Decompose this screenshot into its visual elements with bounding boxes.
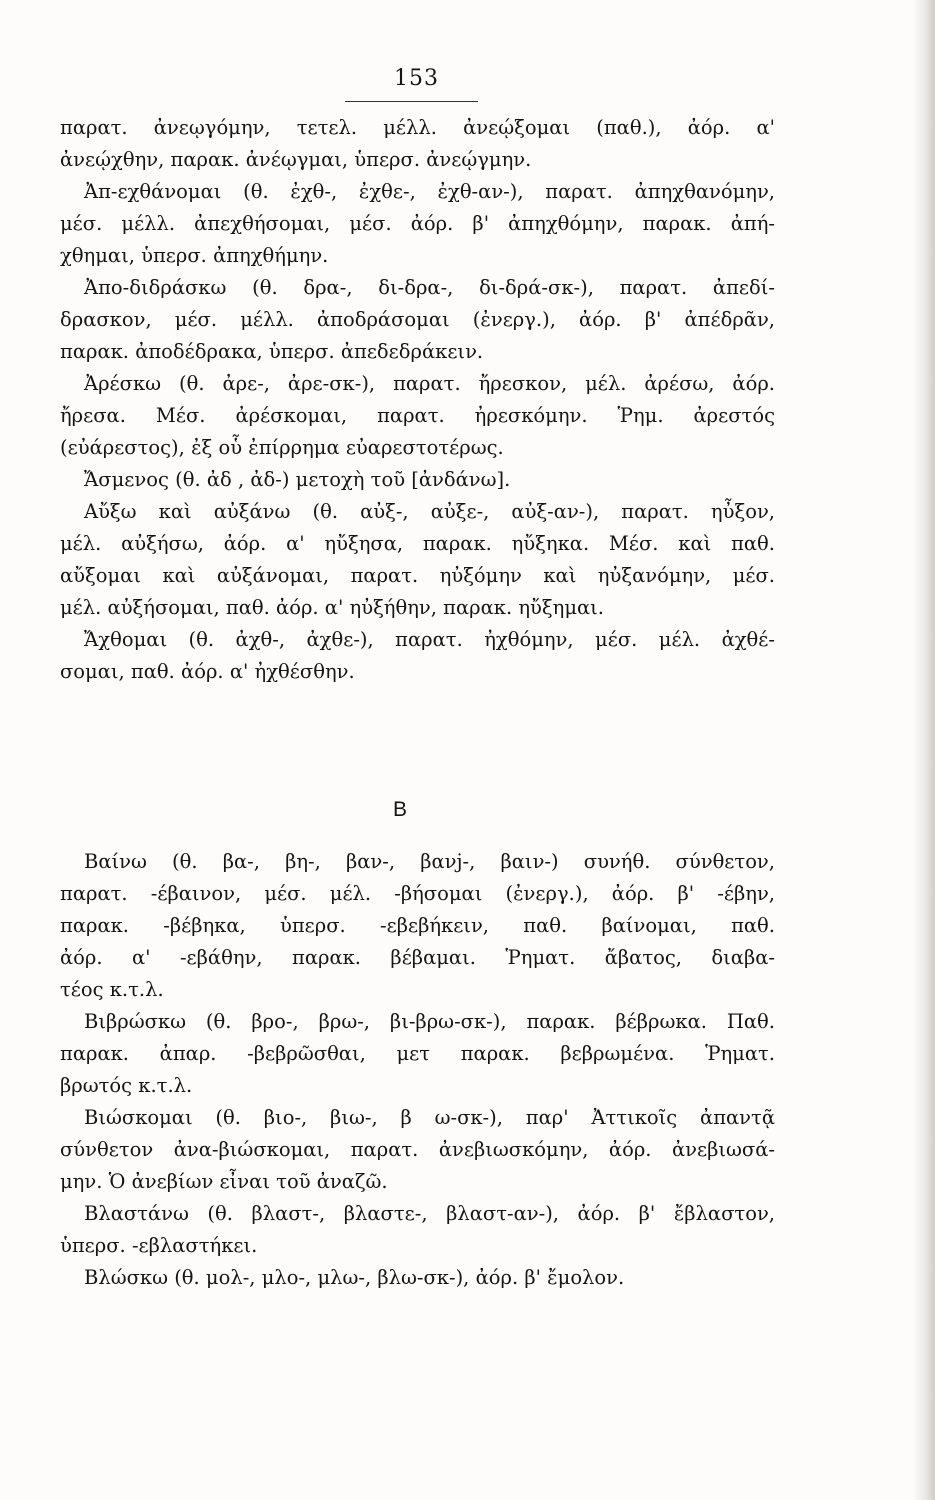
text-line: Βλαστάνω (θ. βλαστ-, βλαστε-, βλαστ-αν-), ἀόρ. β' ἔβλαστον,: [84, 1202, 775, 1225]
text-line: μέλ. αὐξήσω, ἀόρ. α' ηὔξησα, παρακ. ηὔξηκα. Μέσ. καὶ παθ.: [60, 532, 775, 555]
text-line: Βαίνω (θ. βα-, βη-, βαν-, βανj-, βαιν-) συνήθ. σύνθετον,: [84, 850, 775, 873]
text-line: βρωτός κ.τ.λ.: [60, 1074, 193, 1097]
page-binding-edge: [913, 0, 935, 1500]
text-line: ὑπερσ. -εβλαστήκει.: [60, 1234, 258, 1257]
text-line: Βιβρώσκω (θ. βρο-, βρω-, βι-βρω-σκ-), παρακ. βέβρωκα. Παθ.: [84, 1010, 775, 1033]
text-line: παρακ. -βέβηκα, ὑπερσ. -εβεβήκειν, παθ. βαίνομαι, παθ.: [60, 914, 775, 937]
text-block-a: [60, 112, 775, 688]
text-line: παρατ. ἀνεῳγόμην, τετελ. μέλλ. ἀνεῴξομαι (παθ.), ἀόρ. α': [60, 116, 775, 139]
text-block-b: [60, 846, 775, 1294]
text-line: Ἀπο-διδράσκω (θ. δρα-, δι-δρα-, δι-δρά-σκ-), παρατ. ἀπεδί-: [84, 276, 775, 299]
text-line: Ἀρέσκω (θ. ἀρε-, ἀρε-σκ-), παρατ. ἤρεσκον, μέλ. ἀρέσω, ἀόρ.: [84, 372, 775, 395]
text-line: Ἀπ-εχθάνομαι (θ. ἐχθ-, ἐχθε-, ἐχθ-αν-), παρατ. ἀπηχθανόμην,: [84, 180, 775, 203]
text-line: μην. Ὁ ἀνεβίων εἶναι τοῦ ἀναζῶ.: [60, 1170, 388, 1193]
text-line: αὔξομαι καὶ αὐξάνομαι, παρατ. ηὐξόμην καὶ ηὐξανόμην, μέσ.: [60, 564, 775, 587]
text-line: Βιώσκομαι (θ. βιο-, βιω-, β ω-σκ-), παρ' Ἀττικοῖς ἀπαντᾷ: [84, 1106, 775, 1129]
page-number: 153: [394, 66, 439, 91]
text-line: ἀνεῴχθην, παρακ. ἀνέῳγμαι, ὑπερσ. ἀνεῴγμην.: [60, 148, 532, 171]
text-line: δρασκον, μέσ. μέλλ. ἀποδράσομαι (ἐνεργ.), ἀόρ. β' ἀπέδρᾶν,: [60, 308, 775, 331]
text-line: παρατ. -έβαινον, μέσ. μέλ. -βήσομαι (ἐνεργ.), ἀόρ. β' -έβην,: [60, 882, 775, 905]
text-line: Ἄχθομαι (θ. ἀχθ-, ἀχθε-), παρατ. ἠχθόμην, μέσ. μέλ. ἀχθέ-: [84, 628, 775, 651]
text-line: τέος κ.τ.λ.: [60, 978, 164, 1001]
text-line: χθημαι, ὑπερσ. ἀπηχθήμην.: [60, 244, 329, 267]
text-line: σομαι, παθ. ἀόρ. α' ἠχθέσθην.: [60, 660, 355, 683]
text-line: (εὐάρεστος), ἐξ οὗ ἐπίρρημα εὐαρεστοτέρως.: [60, 436, 504, 459]
text-line: Αὔξω καὶ αὐξάνω (θ. αὐξ-, αὐξε-, αὐξ-αν-), παρατ. ηὖξον,: [84, 500, 775, 523]
header-rule: [345, 101, 478, 102]
text-line: μέσ. μέλλ. ἀπεχθήσομαι, μέσ. ἀόρ. β' ἀπηχθόμην, παρακ. ἀπή-: [60, 212, 775, 235]
section-heading: B: [392, 798, 407, 821]
text-line: Βλώσκω (θ. μολ-, μλο-, μλω-, βλω-σκ-), ἀόρ. β' ἔμολον.: [84, 1266, 625, 1289]
text-line: ἤρεσα. Μέσ. ἀρέσκομαι, παρατ. ἠρεσκόμην. Ῥημ. ἀρεστός: [60, 404, 775, 427]
text-line: παρακ. ἀποδέδρακα, ὑπερσ. ἀπεδεδράκειν.: [60, 340, 484, 363]
text-line: παρακ. ἀπαρ. -βεβρῶσθαι, μετ παρακ. βεβρωμένα. Ῥηματ.: [60, 1042, 775, 1065]
text-line: Ἄσμενος (θ. ἀδ , ἀδ-) μετοχὴ τοῦ [ἀνδάνω].: [84, 468, 511, 491]
text-line: μέλ. αὐξήσομαι, παθ. ἀόρ. α' ηὐξήθην, παρακ. ηὔξημαι.: [60, 596, 605, 619]
text-line: σύνθετον ἀνα-βιώσκομαι, παρατ. ἀνεβιωσκόμην, ἀόρ. ἀνεβιωσά-: [60, 1138, 775, 1161]
text-line: ἀόρ. α' -εβάθην, παρακ. βέβαμαι. Ῥηματ. ἄβατος, διαβα-: [60, 946, 775, 969]
